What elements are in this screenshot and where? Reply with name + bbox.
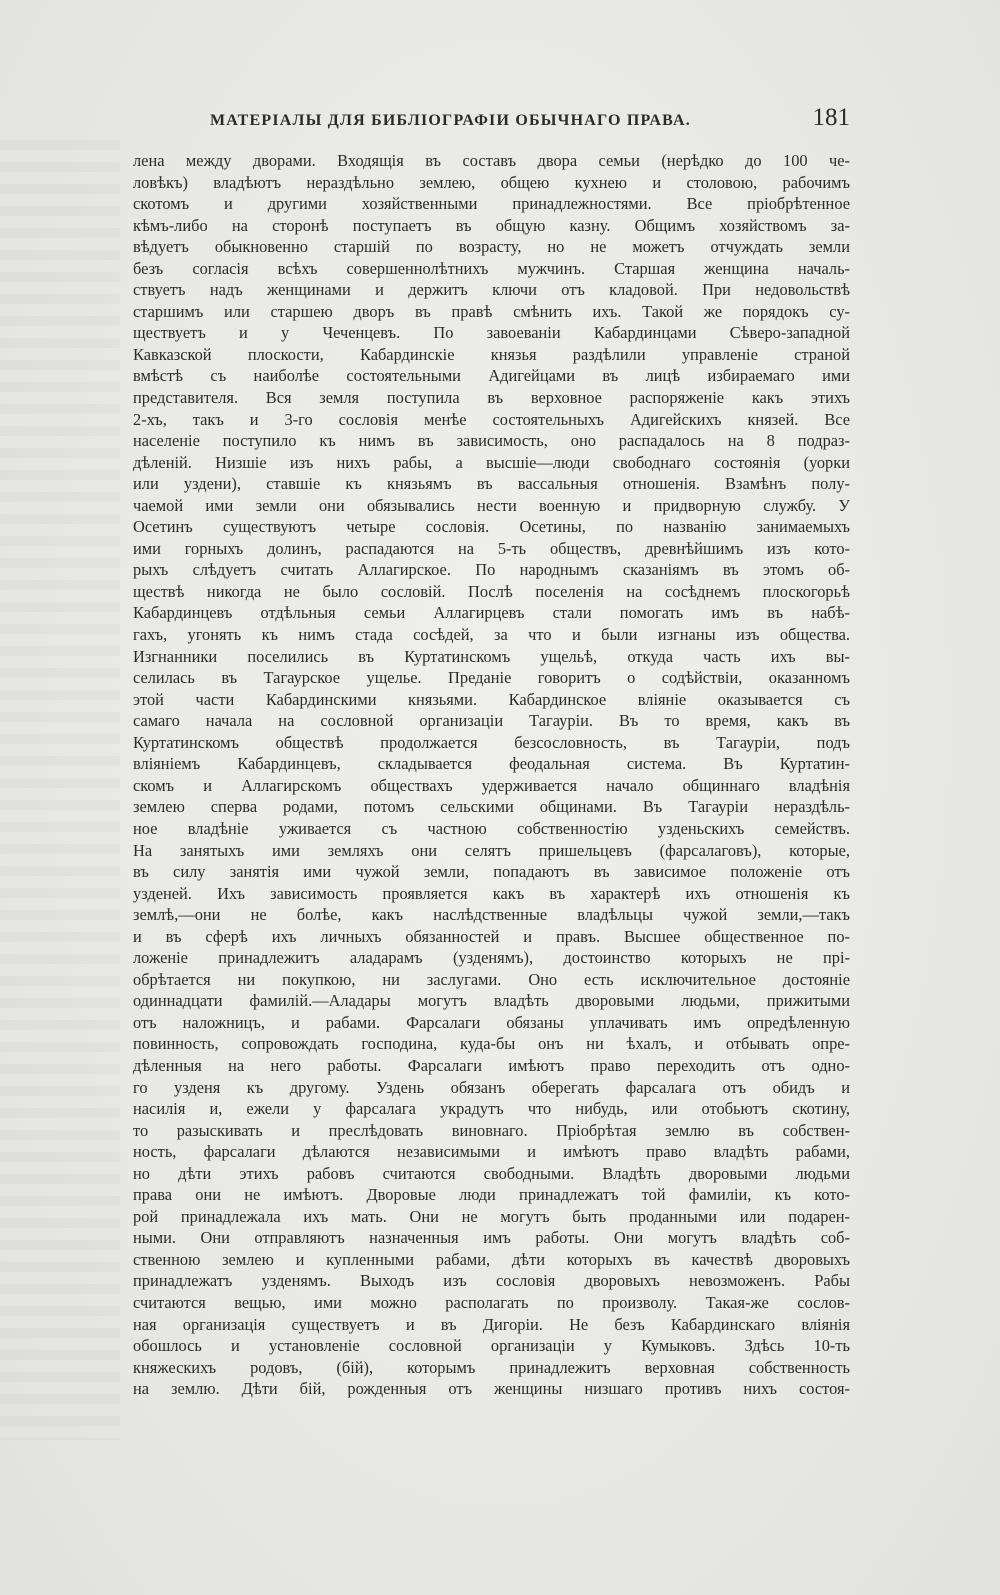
text-line: ное владѣніе уживается съ частною собственностію узденьскихъ семействъ.	[133, 818, 850, 838]
text-line: чаемой ими земли они обязывались нести военную и придворную службу. У	[133, 495, 850, 515]
text-line: безъ согласія всѣхъ совершеннолѣтнихъ мужчинъ. Старшая женщина началь-	[133, 258, 850, 278]
text-line: ловѣкъ) владѣютъ нераздѣльно землею, общею кухнею и столовою, рабочимъ	[133, 172, 850, 192]
text-line: вѣдуетъ обыкновенно старшій по возрасту, но не можетъ отчуждать земли	[133, 237, 850, 257]
text-line: самаго начала на сословной организаціи Тагауріи. Въ то время, какъ въ	[133, 711, 850, 731]
text-line: вмѣстѣ съ наиболѣе состоятельными Адигейцами въ лицѣ избираемаго ими	[133, 366, 850, 386]
text-line: Изгнанники поселились въ Куртатинскомъ ущельѣ, откуда часть ихъ вы-	[133, 646, 850, 666]
text-line: ществѣ никогда не было сословій. Послѣ поселенія на сосѣднемъ плоскогорьѣ	[133, 581, 850, 601]
text-line: рыхъ слѣдуетъ считать Аллагирское. По народнымъ сказаніямъ въ этомъ об-	[133, 560, 850, 580]
text-line: обрѣтается ни покупкою, ни заслугами. Оно есть исключительное достояніе	[133, 969, 850, 989]
text-line: гахъ, угонять къ нимъ стада сосѣдей, за что и были изгнаны изъ общества.	[133, 625, 850, 645]
text-line: но дѣти этихъ рабовъ считаются свободными. Владѣть дворовыми людьми	[133, 1163, 850, 1183]
text-line: населеніе поступило къ нимъ въ зависимость, оно распадалось на 8 подраз-	[133, 431, 850, 451]
text-line: этой части Кабардинскими князьями. Кабардинское вліяніе оказывается съ	[133, 689, 850, 709]
text-line: дѣленій. Низшіе изъ нихъ рабы, а высшіе—люди свободнаго состоянія (уорки	[133, 452, 850, 472]
text-line: селилась въ Тагаурское ущелье. Преданіе говоритъ о содѣйствіи, оказанномъ	[133, 668, 850, 688]
text-line: одиннадцати фамилій.—Аладары могутъ владѣть дворовыми людьми, прижитыми	[133, 991, 850, 1011]
text-line: Кабардинцевъ отдѣльныя семьи Аллагирцевъ стали помогать имъ въ набѣ-	[133, 603, 850, 623]
text-line: землею сперва родами, потомъ сельскими общинами. Въ Тагауріи нераздѣль-	[133, 797, 850, 817]
text-line: Куртатинскомъ обществѣ продолжается безсословность, въ Тагауріи, подъ	[133, 732, 850, 752]
text-line: или уздени), ставшіе къ князьямъ въ вассальныя отношенія. Взамѣнъ полу-	[133, 474, 850, 494]
text-line: ственною землею и купленными рабами, дѣти которыхъ въ качествѣ дворовыхъ	[133, 1249, 850, 1269]
text-line: кѣмъ-либо на сторонѣ поступаетъ въ общую казну. Общимъ хозяйствомъ за-	[133, 215, 850, 235]
running-title: МАТЕРІАЛЫ ДЛЯ БИБЛІОГРАФІИ ОБЫЧНАГО ПРАВА.	[210, 112, 691, 129]
text-line: ложеніе принадлежитъ аладарамъ (узденямъ), достоинство которыхъ не прі-	[133, 948, 850, 968]
text-line: 2-хъ, такъ и 3-го сословія менѣе состоятельныхъ Адигейскихъ князей. Все	[133, 409, 850, 429]
text-line: права они не имѣютъ. Дворовые люди принадлежатъ той фамиліи, къ кото-	[133, 1185, 850, 1205]
text-line: отъ наложницъ, и рабами. Фарсалаги обязаны уплачивать имъ опредѣленную	[133, 1012, 850, 1032]
text-line: го узденя къ другому. Уздень обязанъ оберегать фарсалага отъ обидъ и	[133, 1077, 850, 1097]
text-line: скотомъ и другими хозяйственными принадлежностями. Все пріобрѣтенное	[133, 194, 850, 214]
text-line: обошлось и установленіе сословной организаціи у Кумыковъ. Здѣсь 10-ть	[133, 1336, 850, 1356]
text-line: насилія и, ежели у фарсалага украдутъ что нибудь, или отобьютъ скотину,	[133, 1099, 850, 1119]
body-text	[133, 150, 850, 1400]
page-number: 181	[812, 104, 850, 131]
text-line: старшимъ или старшею дворъ въ правѣ смѣнить ихъ. Такой же порядокъ су-	[133, 301, 850, 321]
text-line: вліяніемъ Кабардинцевъ, складывается феодальная система. Въ Куртатин-	[133, 754, 850, 774]
text-line: ность, фарсалаги дѣлаются независимыми и имѣютъ право владѣть рабами,	[133, 1142, 850, 1162]
text-line: принадлежатъ узденямъ. Выходъ изъ сословія дворовыхъ невозможенъ. Рабы	[133, 1271, 850, 1291]
text-line: ными. Они отправляютъ назначенныя имъ работы. Они могутъ владѣть соб-	[133, 1228, 850, 1248]
text-line: считаются вещью, ими можно располагать по произволу. Такая-же сослов-	[133, 1292, 850, 1312]
text-line: представителя. Вся земля поступила въ верховное распоряженіе какъ этихъ	[133, 388, 850, 408]
text-line: дѣленныя на него работы. Фарсалаги имѣютъ право переходить отъ одно-	[133, 1055, 850, 1075]
text-line: ими горныхъ долинъ, распадаются на 5-ть обществъ, древнѣйшимъ изъ кото-	[133, 538, 850, 558]
text-line: землѣ,—они не болѣе, какъ наслѣдственные владѣльцы чужой земли,—такъ	[133, 905, 850, 925]
text-line: ствуетъ надъ женщинами и держитъ ключи отъ кладовой. При недовольствѣ	[133, 280, 850, 300]
text-line: на землю. Дѣти бій, рожденныя отъ женщины низшаго противъ нихъ состоя-	[133, 1379, 850, 1399]
text-line: то разыскивать и преслѣдовать виновнаго. Пріобрѣтая землю въ собствен-	[133, 1120, 850, 1140]
text-line: узденей. Ихъ зависимость проявляется какъ въ характерѣ ихъ отношенія къ	[133, 883, 850, 903]
text-line: Кавказской плоскости, Кабардинскіе князья раздѣлили управленіе страной	[133, 344, 850, 364]
text-line: и въ сферѣ ихъ личныхъ обязанностей и правъ. Высшее общественное по-	[133, 926, 850, 946]
text-line: ная организація существуетъ и въ Дигоріи. Не безъ Кабардинскаго вліянія	[133, 1314, 850, 1334]
page-header	[210, 104, 850, 138]
text-line: скомъ и Аллагирскомъ обществахъ удерживается начало общиннаго владѣнія	[133, 775, 850, 795]
text-line: На занятыхъ ими земляхъ они селятъ пришельцевъ (фарсалаговъ), которые,	[133, 840, 850, 860]
text-line: повинность, сопровождать господина, куда-бы онъ ни ѣхалъ, и отбывать опре-	[133, 1034, 850, 1054]
text-line: Осетинъ существуютъ четыре сословія. Осетины, по названію занимаемыхъ	[133, 517, 850, 537]
text-line: рой принадлежала ихъ мать. Они не могутъ быть проданными или подарен-	[133, 1206, 850, 1226]
text-line: княжескихъ родовъ, (бій), которымъ принадлежитъ верховная собственность	[133, 1357, 850, 1377]
text-line: лена между дворами. Входящія въ составъ двора семьи (нерѣдко до 100 че-	[133, 151, 850, 170]
show-through-margin	[0, 140, 120, 1440]
text-line: ществуетъ и у Чеченцевъ. По завоеваніи Кабардинцами Сѣверо-западной	[133, 323, 850, 343]
text-line: въ силу занятія ими чужой земли, попадаютъ въ зависимое положеніе отъ	[133, 862, 850, 882]
